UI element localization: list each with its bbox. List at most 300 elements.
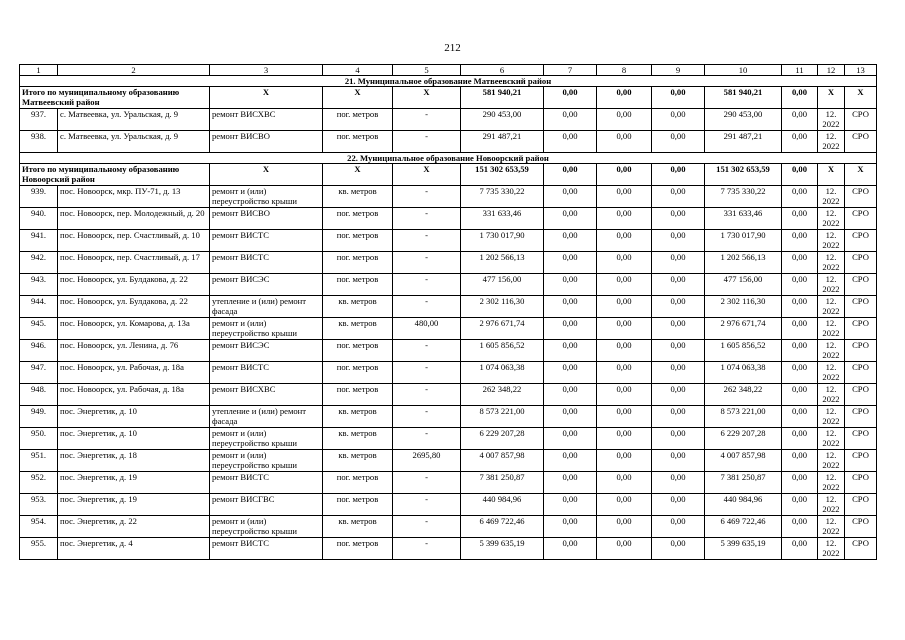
row-unit: пог. метров: [323, 472, 393, 494]
row-number: 940.: [20, 208, 58, 230]
row-work-type: ремонт ВИСГВС: [210, 494, 323, 516]
row-method: СРО: [845, 428, 877, 450]
total-fund-9: 0,00: [652, 164, 705, 186]
row-fund-11: 0,00: [782, 516, 818, 538]
row-date: 12. 2022: [818, 472, 845, 494]
row-unit: пог. метров: [323, 208, 393, 230]
total-fund-11: 0,00: [782, 164, 818, 186]
row-method: СРО: [845, 450, 877, 472]
row-quantity: -: [393, 428, 461, 450]
table-row: [20, 230, 877, 252]
row-number: 945.: [20, 318, 58, 340]
total-cost: 581 940,21: [461, 87, 544, 109]
table-row: [20, 406, 877, 428]
row-fund-8: 0,00: [597, 516, 652, 538]
row-number: 950.: [20, 428, 58, 450]
row-fund-10: 6 469 722,46: [705, 516, 782, 538]
row-fund-9: 0,00: [652, 186, 705, 208]
row-number: 941.: [20, 230, 58, 252]
total-quantity: X: [393, 87, 461, 109]
row-fund-8: 0,00: [597, 340, 652, 362]
row-fund-10: 7 381 250,87: [705, 472, 782, 494]
row-fund-7: 0,00: [544, 406, 597, 428]
row-cost: 331 633,46: [461, 208, 544, 230]
row-quantity: -: [393, 208, 461, 230]
row-work-type: ремонт ВИСЭС: [210, 274, 323, 296]
row-date: 12. 2022: [818, 362, 845, 384]
row-fund-10: 291 487,21: [705, 131, 782, 153]
row-number: 952.: [20, 472, 58, 494]
table-row: [20, 428, 877, 450]
row-address: пос. Новоорск, ул. Комарова, д. 13а: [58, 318, 210, 340]
row-method: СРО: [845, 362, 877, 384]
row-work-type: ремонт ВИСЭС: [210, 340, 323, 362]
row-quantity: -: [393, 340, 461, 362]
total-fund-7: 0,00: [544, 87, 597, 109]
row-fund-11: 0,00: [782, 131, 818, 153]
row-fund-10: 5 399 635,19: [705, 538, 782, 560]
row-number: 949.: [20, 406, 58, 428]
row-cost: 7 381 250,87: [461, 472, 544, 494]
row-number: 947.: [20, 362, 58, 384]
row-fund-8: 0,00: [597, 406, 652, 428]
row-fund-7: 0,00: [544, 494, 597, 516]
row-address: с. Матвеевка, ул. Уральская, д. 9: [58, 109, 210, 131]
row-fund-11: 0,00: [782, 274, 818, 296]
row-address: пос. Новоорск, ул. Рабочая, д. 18а: [58, 362, 210, 384]
row-fund-8: 0,00: [597, 318, 652, 340]
table-row: [20, 538, 877, 560]
row-date: 12. 2022: [818, 186, 845, 208]
row-number: 944.: [20, 296, 58, 318]
row-method: СРО: [845, 406, 877, 428]
row-date: 12. 2022: [818, 494, 845, 516]
row-cost: 1 730 017,90: [461, 230, 544, 252]
row-fund-9: 0,00: [652, 362, 705, 384]
row-fund-10: 1 730 017,90: [705, 230, 782, 252]
row-cost: 6 229 207,28: [461, 428, 544, 450]
row-fund-8: 0,00: [597, 208, 652, 230]
row-fund-11: 0,00: [782, 428, 818, 450]
row-address: пос. Новоорск, пер. Молодежный, д. 20: [58, 208, 210, 230]
row-number: 937.: [20, 109, 58, 131]
row-fund-9: 0,00: [652, 472, 705, 494]
total-fund-8: 0,00: [597, 87, 652, 109]
row-fund-11: 0,00: [782, 406, 818, 428]
row-fund-8: 0,00: [597, 186, 652, 208]
total-cost: 151 302 653,59: [461, 164, 544, 186]
row-quantity: -: [393, 296, 461, 318]
row-cost: 1 202 566,13: [461, 252, 544, 274]
total-unit: X: [323, 164, 393, 186]
row-unit: пог. метров: [323, 109, 393, 131]
row-fund-11: 0,00: [782, 230, 818, 252]
row-fund-10: 1 074 063,38: [705, 362, 782, 384]
row-fund-7: 0,00: [544, 208, 597, 230]
row-cost: 7 735 330,22: [461, 186, 544, 208]
column-number-cell: 8: [597, 65, 652, 76]
row-fund-7: 0,00: [544, 186, 597, 208]
row-fund-8: 0,00: [597, 450, 652, 472]
row-cost: 2 302 116,30: [461, 296, 544, 318]
row-work-type: ремонт и (или) переустройство крыши: [210, 516, 323, 538]
row-fund-11: 0,00: [782, 384, 818, 406]
row-address: с. Матвеевка, ул. Уральская, д. 9: [58, 131, 210, 153]
row-number: 953.: [20, 494, 58, 516]
row-quantity: 480,00: [393, 318, 461, 340]
row-method: СРО: [845, 296, 877, 318]
row-date: 12. 2022: [818, 208, 845, 230]
row-fund-7: 0,00: [544, 274, 597, 296]
column-number-cell: 9: [652, 65, 705, 76]
row-work-type: ремонт ВИСТС: [210, 252, 323, 274]
row-fund-11: 0,00: [782, 318, 818, 340]
row-unit: пог. метров: [323, 362, 393, 384]
row-fund-8: 0,00: [597, 296, 652, 318]
row-fund-9: 0,00: [652, 208, 705, 230]
column-number-cell: 5: [393, 65, 461, 76]
row-unit: кв. метров: [323, 318, 393, 340]
row-fund-9: 0,00: [652, 406, 705, 428]
total-fund-10: 581 940,21: [705, 87, 782, 109]
row-number: 946.: [20, 340, 58, 362]
table-row: [20, 494, 877, 516]
row-fund-9: 0,00: [652, 384, 705, 406]
row-fund-9: 0,00: [652, 131, 705, 153]
row-quantity: -: [393, 472, 461, 494]
row-fund-11: 0,00: [782, 208, 818, 230]
row-quantity: -: [393, 186, 461, 208]
row-date: 12. 2022: [818, 450, 845, 472]
total-method: X: [845, 164, 877, 186]
row-unit: пог. метров: [323, 538, 393, 560]
row-method: СРО: [845, 384, 877, 406]
row-fund-11: 0,00: [782, 296, 818, 318]
row-number: 955.: [20, 538, 58, 560]
row-work-type: ремонт ВИСТС: [210, 230, 323, 252]
total-method: X: [845, 87, 877, 109]
row-fund-8: 0,00: [597, 109, 652, 131]
row-work-type: ремонт ВИСТС: [210, 362, 323, 384]
row-fund-8: 0,00: [597, 274, 652, 296]
row-quantity: -: [393, 109, 461, 131]
total-work-type: X: [210, 87, 323, 109]
row-fund-7: 0,00: [544, 109, 597, 131]
row-fund-10: 1 605 856,52: [705, 340, 782, 362]
row-fund-7: 0,00: [544, 538, 597, 560]
section-title-row: [20, 153, 877, 164]
table-row: [20, 109, 877, 131]
row-method: СРО: [845, 340, 877, 362]
row-address: пос. Энергетик, д. 19: [58, 472, 210, 494]
total-fund-7: 0,00: [544, 164, 597, 186]
table-row: [20, 472, 877, 494]
section-total-row: [20, 87, 877, 109]
row-unit: пог. метров: [323, 384, 393, 406]
row-fund-8: 0,00: [597, 538, 652, 560]
row-quantity: -: [393, 274, 461, 296]
table-row: [20, 186, 877, 208]
row-cost: 1 074 063,38: [461, 362, 544, 384]
row-fund-10: 2 302 116,30: [705, 296, 782, 318]
row-cost: 477 156,00: [461, 274, 544, 296]
row-work-type: ремонт ВИСХВС: [210, 109, 323, 131]
row-method: СРО: [845, 109, 877, 131]
row-work-type: ремонт и (или) переустройство крыши: [210, 318, 323, 340]
row-fund-7: 0,00: [544, 516, 597, 538]
row-cost: 5 399 635,19: [461, 538, 544, 560]
row-address: пос. Энергетик, д. 4: [58, 538, 210, 560]
row-date: 12. 2022: [818, 516, 845, 538]
row-number: 951.: [20, 450, 58, 472]
table-row: [20, 340, 877, 362]
row-date: 12. 2022: [818, 109, 845, 131]
row-fund-9: 0,00: [652, 230, 705, 252]
column-number-cell: 3: [210, 65, 323, 76]
column-number-row: [20, 65, 877, 76]
total-date: X: [818, 87, 845, 109]
row-address: пос. Новоорск, ул. Ленина, д. 76: [58, 340, 210, 362]
row-fund-9: 0,00: [652, 340, 705, 362]
row-cost: 2 976 671,74: [461, 318, 544, 340]
row-fund-9: 0,00: [652, 252, 705, 274]
row-quantity: 2695,80: [393, 450, 461, 472]
row-unit: кв. метров: [323, 450, 393, 472]
row-fund-9: 0,00: [652, 450, 705, 472]
row-unit: кв. метров: [323, 428, 393, 450]
row-number: 938.: [20, 131, 58, 153]
row-fund-7: 0,00: [544, 131, 597, 153]
row-work-type: утепление и (или) ремонт фасада: [210, 406, 323, 428]
table-row: [20, 516, 877, 538]
row-unit: пог. метров: [323, 274, 393, 296]
row-fund-7: 0,00: [544, 252, 597, 274]
total-date: X: [818, 164, 845, 186]
row-cost: 8 573 221,00: [461, 406, 544, 428]
row-number: 942.: [20, 252, 58, 274]
row-cost: 4 007 857,98: [461, 450, 544, 472]
row-work-type: ремонт ВИСВО: [210, 208, 323, 230]
row-cost: 291 487,21: [461, 131, 544, 153]
row-address: пос. Новоорск, ул. Булдакова, д. 22: [58, 274, 210, 296]
total-fund-11: 0,00: [782, 87, 818, 109]
row-quantity: -: [393, 252, 461, 274]
row-fund-11: 0,00: [782, 538, 818, 560]
row-address: пос. Новоорск, ул. Рабочая, д. 18а: [58, 384, 210, 406]
row-quantity: -: [393, 131, 461, 153]
row-cost: 6 469 722,46: [461, 516, 544, 538]
row-address: пос. Новоорск, мкр. ПУ-71, д. 13: [58, 186, 210, 208]
row-date: 12. 2022: [818, 406, 845, 428]
row-work-type: утепление и (или) ремонт фасада: [210, 296, 323, 318]
total-label: Итого по муниципальному образованию Матвеевский район: [20, 87, 210, 109]
total-quantity: X: [393, 164, 461, 186]
row-date: 12. 2022: [818, 384, 845, 406]
row-fund-9: 0,00: [652, 538, 705, 560]
section-total-row: [20, 164, 877, 186]
table-body: [20, 65, 877, 560]
row-fund-7: 0,00: [544, 230, 597, 252]
page-number: 212: [444, 42, 461, 54]
row-address: пос. Новоорск, пер. Счастливый, д. 17: [58, 252, 210, 274]
table-row: [20, 274, 877, 296]
table-row: [20, 252, 877, 274]
row-work-type: ремонт ВИСТС: [210, 472, 323, 494]
row-fund-7: 0,00: [544, 296, 597, 318]
row-unit: пог. метров: [323, 252, 393, 274]
row-fund-7: 0,00: [544, 340, 597, 362]
row-unit: пог. метров: [323, 230, 393, 252]
row-work-type: ремонт и (или) переустройство крыши: [210, 450, 323, 472]
row-fund-10: 477 156,00: [705, 274, 782, 296]
table-row: [20, 296, 877, 318]
row-unit: пог. метров: [323, 494, 393, 516]
row-quantity: -: [393, 230, 461, 252]
row-fund-7: 0,00: [544, 450, 597, 472]
row-fund-11: 0,00: [782, 362, 818, 384]
table-row: [20, 131, 877, 153]
total-fund-8: 0,00: [597, 164, 652, 186]
row-fund-8: 0,00: [597, 230, 652, 252]
row-unit: кв. метров: [323, 186, 393, 208]
row-fund-11: 0,00: [782, 494, 818, 516]
row-date: 12. 2022: [818, 230, 845, 252]
row-work-type: ремонт ВИСХВС: [210, 384, 323, 406]
row-fund-9: 0,00: [652, 428, 705, 450]
row-date: 12. 2022: [818, 538, 845, 560]
row-method: СРО: [845, 516, 877, 538]
row-cost: 262 348,22: [461, 384, 544, 406]
row-fund-7: 0,00: [544, 472, 597, 494]
row-fund-11: 0,00: [782, 252, 818, 274]
row-method: СРО: [845, 252, 877, 274]
row-method: СРО: [845, 538, 877, 560]
row-work-type: ремонт и (или) переустройство крыши: [210, 186, 323, 208]
row-number: 948.: [20, 384, 58, 406]
column-number-cell: 7: [544, 65, 597, 76]
row-fund-9: 0,00: [652, 274, 705, 296]
row-fund-9: 0,00: [652, 494, 705, 516]
row-address: пос. Энергетик, д. 18: [58, 450, 210, 472]
row-work-type: ремонт и (или) переустройство крыши: [210, 428, 323, 450]
row-quantity: -: [393, 362, 461, 384]
total-fund-10: 151 302 653,59: [705, 164, 782, 186]
row-fund-8: 0,00: [597, 131, 652, 153]
section-title: 22. Муниципальное образование Новоорский район: [20, 153, 877, 164]
row-quantity: -: [393, 384, 461, 406]
row-address: пос. Новоорск, ул. Булдакова, д. 22: [58, 296, 210, 318]
row-fund-10: 290 453,00: [705, 109, 782, 131]
row-fund-10: 4 007 857,98: [705, 450, 782, 472]
row-cost: 1 605 856,52: [461, 340, 544, 362]
row-fund-9: 0,00: [652, 109, 705, 131]
row-fund-9: 0,00: [652, 318, 705, 340]
row-fund-11: 0,00: [782, 340, 818, 362]
row-method: СРО: [845, 318, 877, 340]
row-method: СРО: [845, 208, 877, 230]
row-address: пос. Энергетик, д. 10: [58, 428, 210, 450]
row-fund-9: 0,00: [652, 296, 705, 318]
row-method: СРО: [845, 230, 877, 252]
row-fund-7: 0,00: [544, 318, 597, 340]
row-fund-7: 0,00: [544, 384, 597, 406]
row-fund-7: 0,00: [544, 362, 597, 384]
section-title-row: [20, 76, 877, 87]
row-fund-10: 2 976 671,74: [705, 318, 782, 340]
column-number-cell: 13: [845, 65, 877, 76]
row-unit: пог. метров: [323, 340, 393, 362]
column-number-cell: 12: [818, 65, 845, 76]
total-unit: X: [323, 87, 393, 109]
row-unit: кв. метров: [323, 296, 393, 318]
row-quantity: -: [393, 516, 461, 538]
row-cost: 290 453,00: [461, 109, 544, 131]
row-method: СРО: [845, 186, 877, 208]
row-fund-8: 0,00: [597, 362, 652, 384]
row-address: пос. Энергетик, д. 10: [58, 406, 210, 428]
row-method: СРО: [845, 131, 877, 153]
row-unit: кв. метров: [323, 516, 393, 538]
row-fund-10: 440 984,96: [705, 494, 782, 516]
column-number-cell: 2: [58, 65, 210, 76]
row-quantity: -: [393, 494, 461, 516]
row-date: 12. 2022: [818, 252, 845, 274]
row-number: 943.: [20, 274, 58, 296]
row-fund-10: 331 633,46: [705, 208, 782, 230]
row-cost: 440 984,96: [461, 494, 544, 516]
row-fund-10: 262 348,22: [705, 384, 782, 406]
row-unit: пог. метров: [323, 131, 393, 153]
row-fund-8: 0,00: [597, 428, 652, 450]
row-fund-8: 0,00: [597, 252, 652, 274]
row-date: 12. 2022: [818, 296, 845, 318]
total-label: Итого по муниципальному образованию Новоорский район: [20, 164, 210, 186]
row-address: пос. Энергетик, д. 22: [58, 516, 210, 538]
row-work-type: ремонт ВИСТС: [210, 538, 323, 560]
table-row: [20, 318, 877, 340]
row-fund-9: 0,00: [652, 516, 705, 538]
row-fund-11: 0,00: [782, 450, 818, 472]
row-work-type: ремонт ВИСВО: [210, 131, 323, 153]
row-number: 939.: [20, 186, 58, 208]
row-fund-8: 0,00: [597, 384, 652, 406]
row-fund-7: 0,00: [544, 428, 597, 450]
column-number-cell: 1: [20, 65, 58, 76]
capital-repair-table: [19, 64, 877, 560]
section-title: 21. Муниципальное образование Матвеевский район: [20, 76, 877, 87]
column-number-cell: 6: [461, 65, 544, 76]
row-fund-10: 7 735 330,22: [705, 186, 782, 208]
row-fund-10: 8 573 221,00: [705, 406, 782, 428]
row-date: 12. 2022: [818, 274, 845, 296]
table-row: [20, 450, 877, 472]
row-fund-8: 0,00: [597, 472, 652, 494]
total-fund-9: 0,00: [652, 87, 705, 109]
row-date: 12. 2022: [818, 131, 845, 153]
row-fund-11: 0,00: [782, 109, 818, 131]
row-fund-10: 1 202 566,13: [705, 252, 782, 274]
row-fund-10: 6 229 207,28: [705, 428, 782, 450]
row-fund-11: 0,00: [782, 186, 818, 208]
row-fund-11: 0,00: [782, 472, 818, 494]
total-work-type: X: [210, 164, 323, 186]
table-row: [20, 362, 877, 384]
row-method: СРО: [845, 274, 877, 296]
table-row: [20, 384, 877, 406]
row-unit: кв. метров: [323, 406, 393, 428]
row-address: пос. Энергетик, д. 19: [58, 494, 210, 516]
row-method: СРО: [845, 494, 877, 516]
